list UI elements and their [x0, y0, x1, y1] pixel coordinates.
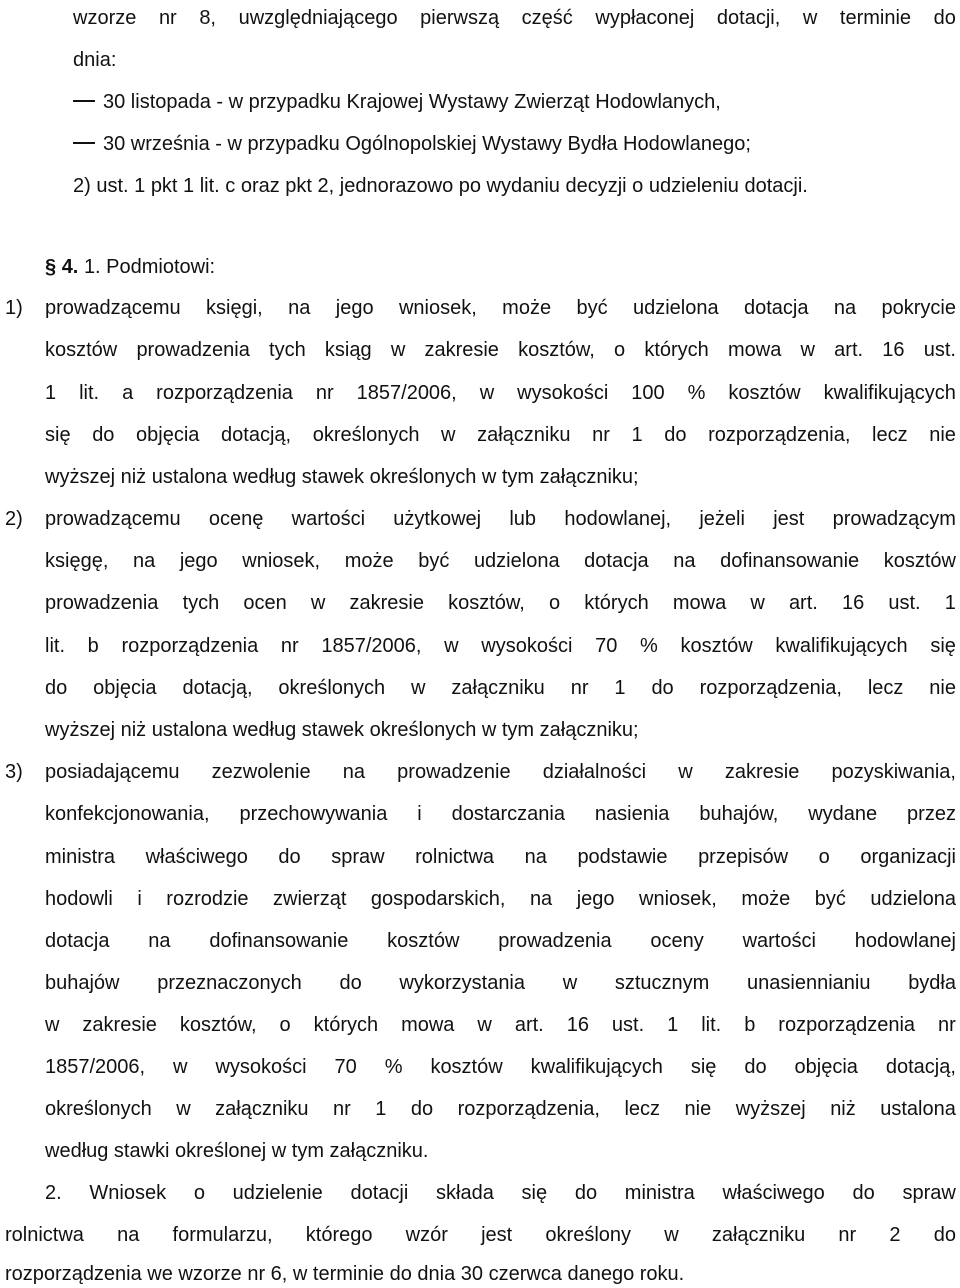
- item-2-line-3-text: [45, 591, 956, 615]
- word: niż: [830, 1098, 856, 1120]
- word: tych: [182, 592, 220, 614]
- word: 1857/2006,: [356, 382, 457, 404]
- word: wyższej: [735, 1098, 806, 1120]
- word: objęcia: [794, 1056, 858, 1078]
- word: 100: [631, 382, 665, 404]
- word: nr: [333, 1098, 351, 1120]
- item-1-line-3: [45, 381, 956, 405]
- word: się: [930, 635, 956, 657]
- word: na: [529, 888, 553, 910]
- item-3-line-8: [45, 1055, 956, 1079]
- word: może: [502, 297, 552, 319]
- word: o: [818, 846, 830, 868]
- word: których: [584, 592, 649, 614]
- word: w: [479, 382, 495, 404]
- dash-item-1-text: 30 listopada - w przypadku Krajowej Wystawy Zwierząt Hodowlanych,: [103, 91, 721, 113]
- item-3-line-1: [45, 760, 956, 784]
- word: o: [548, 592, 561, 614]
- word: pierwszą: [420, 7, 500, 29]
- word: lub: [509, 508, 537, 530]
- word: Wniosek: [89, 1182, 167, 1204]
- word: rozporządzenia: [156, 382, 293, 404]
- word: lecz: [624, 1098, 661, 1120]
- word: buhajów: [45, 972, 120, 994]
- word: a: [122, 382, 134, 404]
- word: o: [193, 1182, 205, 1204]
- word: przeznaczonych: [157, 972, 302, 994]
- word: określonych: [312, 424, 420, 446]
- word: jest: [481, 1224, 513, 1246]
- item-3-line-7: [45, 1013, 956, 1037]
- item-3-line-4-text: [45, 887, 956, 911]
- word: 16: [566, 1014, 589, 1036]
- par2-line-2: [5, 1223, 956, 1247]
- word: 16: [841, 592, 865, 614]
- word: wzorze: [73, 7, 137, 29]
- item-3-line-3: [45, 845, 956, 869]
- word: w: [562, 972, 578, 994]
- word: kwalifikujących: [775, 635, 908, 657]
- item-2-line-3: [45, 591, 956, 615]
- word: być: [418, 550, 450, 572]
- word: być: [814, 888, 846, 910]
- word: wniosek,: [242, 550, 321, 572]
- word: kosztów: [387, 930, 460, 952]
- word: kosztów,: [179, 1014, 257, 1036]
- word: 1857/2006,: [321, 635, 422, 657]
- item-2-line-1-text: [45, 507, 956, 531]
- word: b: [744, 1014, 756, 1036]
- word: nr: [838, 1224, 857, 1246]
- word: załączniku: [215, 1098, 309, 1120]
- word: kosztów,: [448, 592, 525, 614]
- section-heading: [45, 255, 215, 279]
- word: księgę,: [45, 550, 109, 572]
- word: się: [45, 424, 71, 446]
- word: na: [524, 846, 547, 868]
- word: spraw: [902, 1182, 956, 1204]
- word: udzielona: [632, 297, 719, 319]
- word: art.: [834, 339, 864, 361]
- item-2-line-4-text: [45, 634, 956, 658]
- intro-line-1: [73, 6, 956, 30]
- item-3-line-3-text: [45, 845, 956, 869]
- word: lit.: [701, 1014, 722, 1036]
- word: załączniku: [451, 677, 545, 699]
- word: się: [690, 1056, 717, 1078]
- word: w: [411, 677, 426, 699]
- word: przez: [907, 803, 956, 825]
- word: wniosek,: [398, 297, 477, 319]
- word: w: [176, 1098, 191, 1120]
- word: jeżeli: [699, 508, 745, 530]
- word: ust.: [888, 592, 921, 614]
- word: prowadzącemu: [45, 297, 181, 319]
- item-1-line-4: [45, 423, 956, 447]
- item-2-line-2-text: [45, 549, 956, 573]
- item-3-line-1-text: [45, 760, 956, 784]
- word: rozporządzenia,: [699, 677, 842, 699]
- item-2-line-4: [45, 634, 956, 658]
- word: konfekcjonowania,: [45, 803, 210, 825]
- item-1-line-3-text: [45, 381, 956, 405]
- intro-line-2: dnia:: [73, 49, 117, 71]
- word: 1: [375, 1098, 387, 1120]
- word: dotacja: [45, 930, 110, 952]
- word: hodowlanej: [854, 930, 956, 952]
- word: formularzu,: [172, 1224, 273, 1246]
- word: jego: [179, 550, 218, 572]
- word: dotacja: [584, 550, 649, 572]
- item-1-line-1-text: [45, 296, 956, 320]
- item-3-line-9-text: [45, 1097, 956, 1121]
- word: do: [744, 1056, 767, 1078]
- word: objęcia: [136, 424, 200, 446]
- word: do: [410, 1098, 434, 1120]
- word: posiadającemu: [45, 761, 180, 783]
- section-heading-text: 1. Podmiotowi:: [83, 256, 216, 278]
- word: 70: [595, 635, 618, 657]
- word: wartości: [291, 508, 366, 530]
- word: lit.: [79, 382, 100, 404]
- word: księgi,: [206, 297, 263, 319]
- word: sztucznym: [614, 972, 710, 994]
- item-3-number: 3): [5, 761, 23, 783]
- word: do: [574, 1182, 598, 1204]
- word: 1857/2006,: [45, 1056, 146, 1078]
- word: wartości: [742, 930, 816, 952]
- word: i: [417, 803, 422, 825]
- word: w: [441, 424, 456, 446]
- word: do: [852, 1182, 875, 1204]
- word: prowadzenia: [136, 339, 250, 361]
- item-2-line-6: wyższej niż ustalona według stawek określonych w tym załączniku;: [45, 719, 639, 741]
- word: ustalona: [880, 1098, 956, 1120]
- word: może: [741, 888, 791, 910]
- word: przepisów: [698, 846, 789, 868]
- word: 1: [944, 592, 956, 614]
- word: oceny: [650, 930, 704, 952]
- dash-marker: [73, 100, 95, 102]
- word: dofinansowanie: [209, 930, 349, 952]
- word: 1: [45, 382, 57, 404]
- word: zakresie: [349, 592, 424, 614]
- word: dotacja: [743, 297, 809, 319]
- word: prowadzenie: [397, 761, 511, 783]
- word: nr: [592, 424, 610, 446]
- word: rozporządzenia: [121, 635, 259, 657]
- word: %: [640, 635, 658, 657]
- word: do: [92, 424, 115, 446]
- word: na: [288, 297, 311, 319]
- word: mowa: [672, 592, 727, 614]
- word: kwalifikujących: [530, 1056, 663, 1078]
- word: pokrycie: [881, 297, 956, 319]
- word: prowadzenia: [45, 592, 159, 614]
- word: zakresie: [424, 339, 499, 361]
- word: w: [390, 339, 406, 361]
- word: na: [117, 1224, 140, 1246]
- word: kosztów: [430, 1056, 503, 1078]
- par2-line-3: rozporządzenia we wzorze nr 6, w terminie do dnia 30 czerwca danego roku.: [5, 1263, 685, 1285]
- word: wysokości: [215, 1056, 307, 1078]
- dash-marker: [73, 142, 95, 144]
- word: do: [278, 846, 301, 868]
- intro-line-1-text: [73, 6, 956, 30]
- item-1-line-4-text: [45, 423, 956, 447]
- item-3-line-7-text: [45, 1013, 956, 1037]
- word: określonych: [45, 1098, 152, 1120]
- word: w: [678, 761, 693, 783]
- word: zakresie: [82, 1014, 157, 1036]
- word: kosztów: [680, 635, 753, 657]
- word: 70: [334, 1056, 357, 1078]
- word: spraw: [331, 846, 385, 868]
- word: się: [521, 1182, 548, 1204]
- word: rozporządzenia,: [708, 424, 851, 446]
- word: na: [148, 930, 171, 952]
- word: lecz: [867, 677, 904, 699]
- word: zakresie: [724, 761, 800, 783]
- word: do: [664, 424, 687, 446]
- word: ust.: [611, 1014, 645, 1036]
- word: właściwego: [722, 1182, 825, 1204]
- item-3-line-5: [45, 929, 956, 953]
- word: mowa: [727, 339, 782, 361]
- item-3-line-10: według stawki określonej w tym załączniku.: [45, 1140, 429, 1162]
- word: tych: [269, 339, 306, 361]
- word: unasiennianiu: [747, 972, 871, 994]
- word: wzór: [405, 1224, 448, 1246]
- dash-item-2-text: 30 września - w przypadku Ogólnopolskiej Wystawy Bydła Hodowlanego;: [103, 133, 751, 155]
- word: dofinansowanie: [720, 550, 860, 572]
- word: nie: [929, 424, 956, 446]
- word: załączniku: [477, 424, 571, 446]
- word: użytkowej: [393, 508, 482, 530]
- word: na: [673, 550, 696, 572]
- word: terminie: [839, 7, 912, 29]
- word: mowa: [401, 1014, 455, 1036]
- word: %: [384, 1056, 403, 1078]
- word: ocenę: [208, 508, 264, 530]
- item-3-line-8-text: [45, 1055, 956, 1079]
- word: lit.: [45, 635, 65, 657]
- word: działalności: [542, 761, 647, 783]
- item-1-number: 1): [5, 297, 23, 319]
- word: nie: [929, 677, 956, 699]
- word: 1: [614, 677, 626, 699]
- item-2-line-5-text: [45, 676, 956, 700]
- word: być: [576, 297, 608, 319]
- word: jego: [576, 888, 615, 910]
- word: 8,: [199, 7, 216, 29]
- item-3-line-2: [45, 802, 956, 826]
- word: dotacji: [350, 1182, 409, 1204]
- word: o: [614, 339, 626, 361]
- word: w: [750, 592, 765, 614]
- word: ministra: [624, 1182, 695, 1204]
- word: ministra: [45, 846, 116, 868]
- word: hodowlanej,: [564, 508, 672, 530]
- item-1-line-5: wyższej niż ustalona według stawek określonych w tym załączniku;: [45, 466, 639, 488]
- word: prowadzącemu: [45, 508, 181, 530]
- word: właściwego: [145, 846, 248, 868]
- word: udzielenie: [232, 1182, 323, 1204]
- word: kosztów: [883, 550, 956, 572]
- word: prowadzenia: [498, 930, 612, 952]
- item-2-line-2: [45, 549, 956, 573]
- par2-line-1-text: [45, 1181, 956, 1205]
- word: wysokości: [481, 635, 573, 657]
- word: kwalifikujących: [823, 382, 956, 404]
- word: których: [644, 339, 709, 361]
- word: w: [45, 1014, 60, 1036]
- word: art.: [514, 1014, 544, 1036]
- word: na: [342, 761, 366, 783]
- word: do: [45, 677, 68, 699]
- section-symbol: §: [45, 256, 57, 278]
- word: nr: [280, 635, 299, 657]
- word: jego: [335, 297, 374, 319]
- word: kosztów,: [518, 339, 595, 361]
- word: w: [664, 1224, 679, 1246]
- word: zezwolenie: [211, 761, 311, 783]
- word: może: [344, 550, 394, 572]
- word: w: [800, 339, 815, 361]
- item-3-line-5-text: [45, 929, 956, 953]
- word: nr: [570, 677, 589, 699]
- word: którego: [305, 1224, 373, 1246]
- word: pozyskiwania,: [831, 761, 956, 783]
- word: udzielona: [870, 888, 956, 910]
- word: gospodarskich,: [370, 888, 506, 910]
- word: w: [173, 1056, 188, 1078]
- word: wniosek,: [639, 888, 717, 910]
- word: dotacją,: [885, 1056, 956, 1078]
- word: objęcia: [93, 677, 157, 699]
- word: wysokości: [517, 382, 609, 404]
- word: nr: [315, 382, 334, 404]
- word: do: [933, 1224, 956, 1246]
- par2-line-2-text: [5, 1223, 956, 1247]
- word: część: [521, 7, 573, 29]
- word: uwzględniającego: [238, 7, 398, 29]
- item-3-line-6-text: [45, 971, 956, 995]
- word: do: [339, 972, 362, 994]
- word: organizacji: [860, 846, 956, 868]
- word: na: [833, 297, 857, 319]
- word: %: [687, 382, 706, 404]
- word: na: [132, 550, 156, 572]
- word: i: [137, 888, 142, 910]
- word: dostarczania: [451, 803, 565, 825]
- item-2-number: 2): [5, 508, 23, 530]
- word: określonych: [278, 677, 386, 699]
- word: wykorzystania: [399, 972, 526, 994]
- item-3-line-9: [45, 1097, 956, 1121]
- word: do: [933, 7, 956, 29]
- word: art.: [788, 592, 818, 614]
- word: w: [444, 635, 459, 657]
- word: rozporządzenia: [778, 1014, 916, 1036]
- word: o: [279, 1014, 291, 1036]
- word: do: [651, 677, 674, 699]
- word: określony: [545, 1224, 632, 1246]
- item-1-line-2-text: [45, 338, 956, 362]
- word: rolnictwa: [5, 1224, 84, 1246]
- par2-line-1: [45, 1181, 956, 1205]
- word: wypłaconej: [595, 7, 695, 29]
- dash-item-1: [73, 90, 721, 114]
- word: 1: [631, 424, 643, 446]
- word: rozrodzie: [166, 888, 249, 910]
- word: w: [310, 592, 326, 614]
- word: w: [802, 7, 818, 29]
- word: nie: [684, 1098, 712, 1120]
- word: ust.: [923, 339, 956, 361]
- word: podstawie: [577, 846, 668, 868]
- item-3-line-6: [45, 971, 956, 995]
- word: 16: [882, 339, 905, 361]
- word: rolnictwa: [415, 846, 495, 868]
- word: dotacją,: [221, 424, 292, 446]
- word: 1: [667, 1014, 679, 1036]
- word: lecz: [872, 424, 908, 446]
- section-number: 4.: [61, 256, 79, 278]
- word: załączniku: [711, 1224, 806, 1246]
- word: bydła: [908, 972, 956, 994]
- word: dotacją,: [182, 677, 253, 699]
- item-2-line-5: [45, 676, 956, 700]
- word: wydane: [808, 803, 878, 825]
- word: 2.: [45, 1182, 62, 1204]
- word: nr: [158, 7, 177, 29]
- word: nr: [938, 1014, 956, 1036]
- word: w: [477, 1014, 492, 1036]
- word: udzielona: [473, 550, 560, 572]
- word: których: [313, 1014, 379, 1036]
- word: 2: [889, 1224, 901, 1246]
- word: buhajów,: [699, 803, 779, 825]
- word: nasienia: [594, 803, 670, 825]
- item-1-line-2: [45, 338, 956, 362]
- item-3-line-2-text: [45, 802, 956, 826]
- word: b: [87, 635, 99, 657]
- intro-item-2: 2) ust. 1 pkt 1 lit. c oraz pkt 2, jednorazowo po wydaniu decyzji o udzieleniu dotacji.: [73, 175, 808, 197]
- word: rozporządzenia,: [457, 1098, 600, 1120]
- word: hodowli: [45, 888, 113, 910]
- word: składa: [436, 1182, 494, 1204]
- word: jest: [773, 508, 805, 530]
- word: prowadzącym: [832, 508, 956, 530]
- item-1-line-1: [45, 296, 956, 320]
- word: kosztów: [45, 339, 118, 361]
- item-2-line-1: [45, 507, 956, 531]
- word: zwierząt: [273, 888, 347, 910]
- word: dotacji,: [716, 7, 781, 29]
- word: przechowywania: [239, 803, 388, 825]
- dash-item-2: [73, 132, 751, 156]
- word: ocen: [243, 592, 287, 614]
- word: ksiąg: [324, 339, 372, 361]
- word: kosztów: [728, 382, 801, 404]
- item-3-line-4: [45, 887, 956, 911]
